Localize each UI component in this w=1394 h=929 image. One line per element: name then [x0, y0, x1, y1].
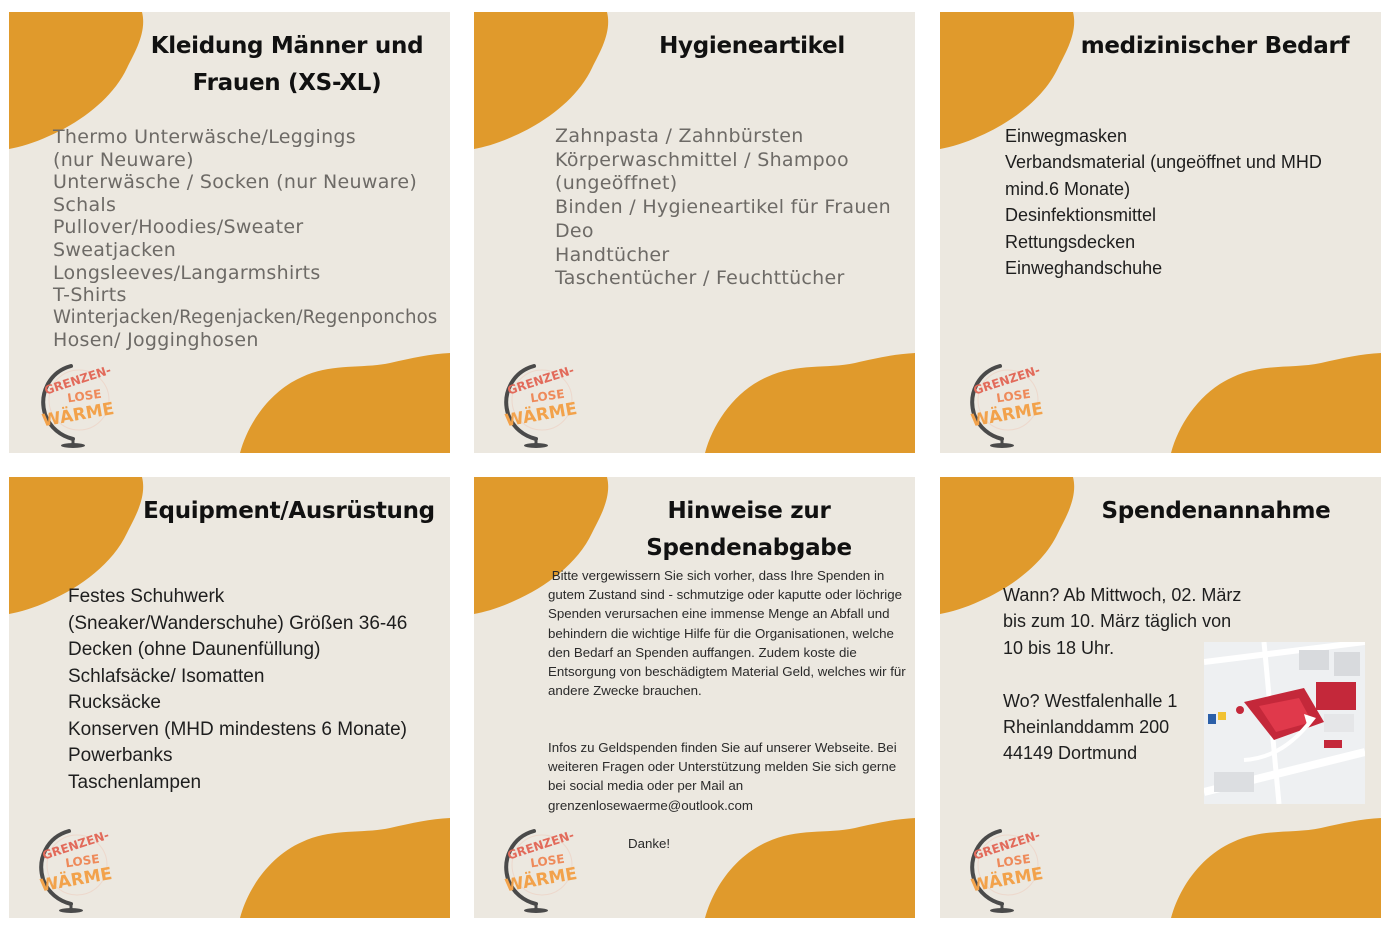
- list-item: Schals: [53, 193, 117, 216]
- list-item: Powerbanks: [68, 745, 173, 766]
- card-hinweise: [474, 477, 915, 918]
- list-item: Thermo Unterwäsche/Leggings (nur Neuware): [53, 126, 356, 171]
- grenzenlose-waerme-logo: [498, 825, 580, 913]
- grenzenlose-waerme-logo: [964, 825, 1046, 913]
- list-item: Rettungsdecken: [1005, 231, 1136, 252]
- list-item: Rucksäcke: [68, 692, 161, 713]
- location-map-image: [1204, 642, 1365, 804]
- card-title: Hinweise zur Spendenabgabe: [646, 498, 852, 561]
- list-item: Zahnpasta / Zahnbürsten: [555, 125, 804, 147]
- card-hygiene: [474, 12, 915, 453]
- list-item: Festes Schuhwerk: [68, 586, 225, 607]
- when-line: 10 bis 18 Uhr.: [1003, 637, 1115, 658]
- when-line: bis zum 10. März täglich von: [1003, 611, 1232, 632]
- list-item: Pullover/Hoodies/Sweater: [53, 216, 304, 239]
- list-item: Taschentücher / Feuchttücher: [555, 267, 845, 290]
- where-line: Wo? Westfalenhalle 1: [1003, 690, 1178, 711]
- grenzenlose-waerme-logo: [35, 360, 117, 448]
- grenzenlose-waerme-logo: [498, 360, 580, 448]
- decor-blob-bottom: [705, 353, 915, 453]
- list-item: Sweatjacken: [53, 238, 177, 261]
- list-item: Körperwaschmittel / Shampoo (ungeöffnet): [555, 148, 849, 195]
- list-item: Taschenlampen: [68, 771, 202, 793]
- card-title: Hygieneartikel: [659, 33, 845, 59]
- list-item: (Sneaker/Wanderschuhe) Größen 36-46: [68, 612, 408, 634]
- item-list: [68, 584, 443, 796]
- item-list: [1005, 123, 1375, 281]
- decor-blob-bottom: [240, 818, 450, 918]
- list-item: Schlafsäcke/ Isomatten: [68, 665, 265, 687]
- card-medizin: [940, 12, 1381, 453]
- item-list: [53, 126, 445, 352]
- money-donation-paragraph: Infos zu Geldspenden finden Sie auf unserer Webseite. Bei weiteren Fragen oder Unterstützung melden Sie sich gerne bei social media oder per Mail an grenzenlosewaerme@outlook.com: [548, 740, 897, 813]
- card-title: Equipment/Ausrüstung: [143, 498, 435, 524]
- decor-blob-bottom: [1171, 353, 1381, 453]
- decor-blob-bottom: [705, 818, 915, 918]
- list-item: Winterjacken/Regenjacken/Regenponchos: [53, 306, 438, 328]
- donation-hint-paragraph: Bitte vergewissern Sie sich vorher, dass Ihre Spenden in gutem Zustand sind - schmutzige oder kaputte oder löchrige Spenden verursachen eine immense Menge an Abfall und behindern die wichtige Hilfe für die Organisationen, welche den Bedarf an Spenden auffangen. Zudem koste die Entsorgung von beschädigtem Material Geld, welches wir für andere Zwecke brauchen.: [548, 568, 910, 699]
- where-line: 44149 Dortmund: [1003, 743, 1138, 764]
- list-item: Desinfektionsmittel: [1005, 205, 1157, 226]
- list-item: T-Shirts: [53, 284, 127, 307]
- list-item: Unterwäsche / Socken (nur Neuware): [53, 171, 418, 194]
- card-title: medizinischer Bedarf: [1080, 33, 1350, 59]
- list-item: Einweghandschuhe: [1005, 258, 1163, 279]
- list-item: Deo: [555, 219, 594, 242]
- card-equipment: [9, 477, 450, 918]
- card-title: Spendenannahme: [1101, 498, 1331, 524]
- card-spendenannahme: [940, 477, 1381, 918]
- list-item: Einwegmasken: [1005, 126, 1128, 146]
- list-item: Konserven (MHD mindestens 6 Monate): [68, 718, 407, 740]
- when-line: Wann? Ab Mittwoch, 02. März: [1003, 585, 1242, 605]
- where-line: Rheinlanddamm 200: [1003, 717, 1170, 738]
- list-item: Binden / Hygieneartikel für Frauen: [555, 196, 891, 219]
- item-list: [555, 125, 905, 291]
- grenzenlose-waerme-logo: [33, 825, 115, 913]
- decor-blob-bottom: [240, 353, 450, 453]
- decor-blob-bottom: [1171, 818, 1381, 918]
- grenzenlose-waerme-logo: [964, 360, 1046, 448]
- card-title: Kleidung Männer und Frauen (XS-XL): [150, 33, 424, 96]
- list-item: Verbandsmaterial (ungeöffnet und MHD mind.6 Monate): [1005, 152, 1322, 199]
- thanks-text: Danke!: [628, 836, 671, 851]
- list-item: Hosen/ Jogginghosen: [53, 329, 259, 352]
- card-kleidung: [9, 12, 450, 453]
- list-item: Longsleeves/Langarmshirts: [53, 261, 321, 284]
- list-item: Handtücher: [555, 243, 670, 266]
- list-item: Decken (ohne Daunenfüllung): [68, 639, 321, 660]
